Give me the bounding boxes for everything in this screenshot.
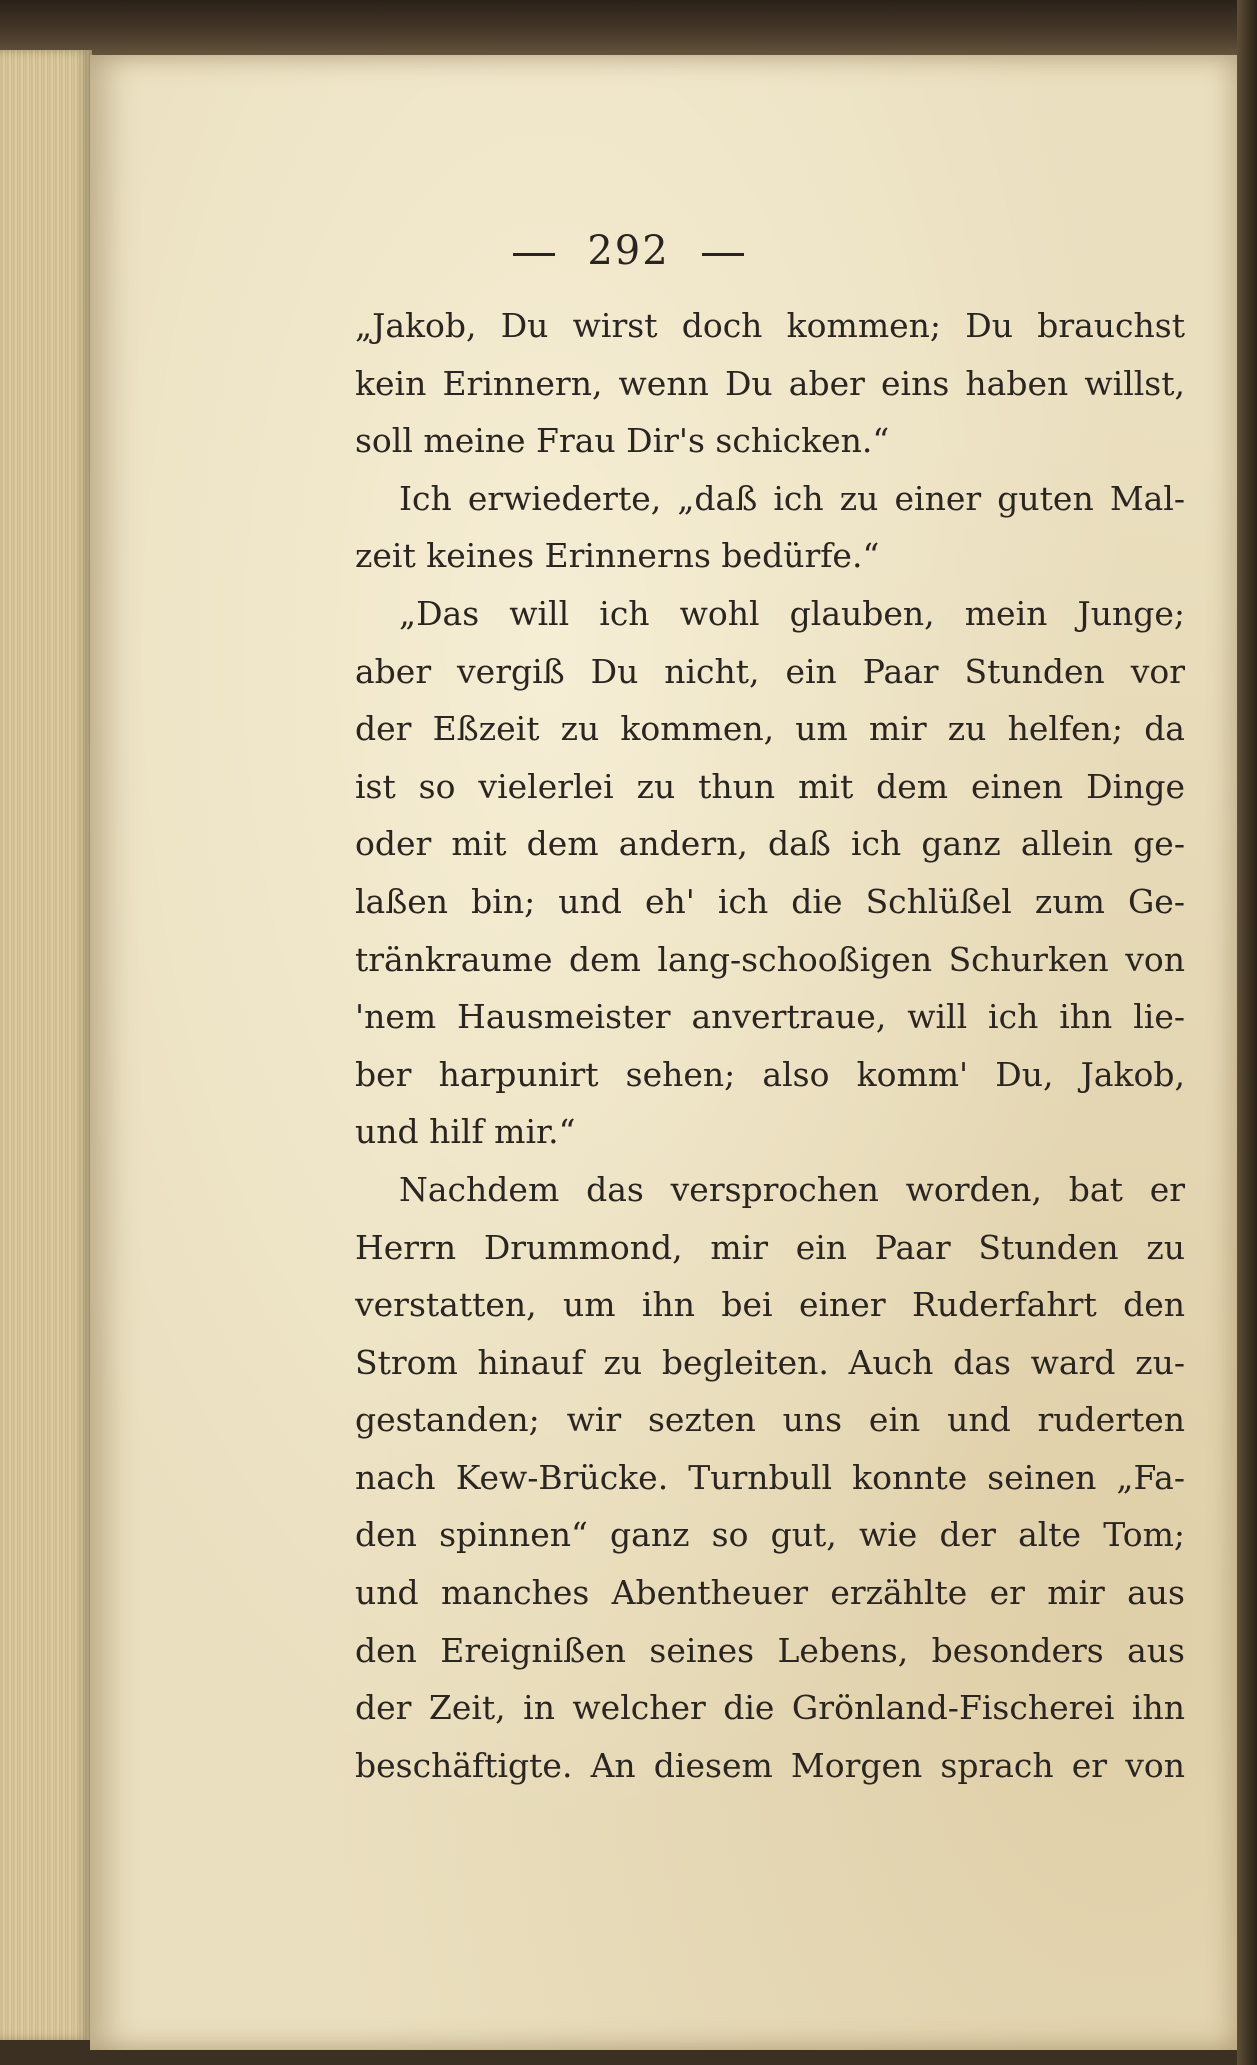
text-line: 'nem Hausmeister anvertraue, will ich ihn lie- (355, 997, 1185, 1037)
text-line: den spinnen“ ganz so gut, wie der alte Tom; (355, 1515, 1185, 1555)
text-line: verstatten, um ihn bei einer Ruderfahrt den (355, 1285, 1185, 1325)
page-number-dash-right (702, 253, 744, 256)
page-stack-edge (0, 50, 92, 2040)
text-line: Nachdem das versprochen worden, bat er (399, 1169, 1185, 1209)
page-number-dash-left (513, 253, 555, 256)
text-line: soll meine Frau Dir's schicken.“ (355, 421, 890, 461)
text-line: „Das will ich wohl glauben, mein Junge; (399, 593, 1185, 633)
page-text (355, 297, 1185, 1794)
text-line: „Jakob, Du wirst doch kommen; Du brauchst (355, 306, 1185, 345)
text-line: ist so vielerlei zu thun mit dem einen Dinge (355, 766, 1185, 806)
text-line: der Eßzeit zu kommen, um mir zu helfen; da (355, 709, 1185, 749)
text-line: nach Kew-Brücke. Turnbull konnte seinen „Fa- (355, 1457, 1185, 1497)
text-line: Strom hinauf zu begleiten. Auch das ward zu- (355, 1342, 1185, 1382)
text-line: laßen bin; und eh' ich die Schlüßel zum Ge- (355, 881, 1185, 921)
text-line: kein Erinnern, wenn Du aber eins haben willst, (355, 363, 1185, 403)
text-line: tränkraume dem lang-schooßigen Schurken von (355, 939, 1185, 979)
page-number: 292 (587, 228, 670, 274)
page-number-header (0, 228, 1257, 274)
book-right-edge (1237, 0, 1257, 2065)
text-line: beschäftigte. An diesem Morgen sprach er von (355, 1745, 1185, 1785)
text-line: gestanden; wir sezten uns ein und ruderten (355, 1400, 1185, 1440)
text-line: Ich erwiederte, „daß ich zu einer guten Mal- (399, 478, 1185, 518)
text-line: aber vergiß Du nicht, ein Paar Stunden vor (355, 651, 1185, 691)
text-line: zeit keines Erinnerns bedürfe.“ (355, 536, 880, 576)
text-line: ber harpunirt sehen; also komm' Du, Jakob, (355, 1054, 1185, 1094)
book-top-edge (0, 0, 1257, 60)
text-line: Herrn Drummond, mir ein Paar Stunden zu (355, 1227, 1185, 1267)
text-line: und manches Abentheuer erzählte er mir aus (355, 1573, 1185, 1613)
text-line: und hilf mir.“ (355, 1112, 576, 1152)
text-line: oder mit dem andern, daß ich ganz allein ge- (355, 824, 1185, 864)
text-line: der Zeit, in welcher die Grönland-Fischerei ihn (355, 1688, 1185, 1728)
text-line: den Ereignißen seines Lebens, besonders aus (355, 1630, 1185, 1670)
